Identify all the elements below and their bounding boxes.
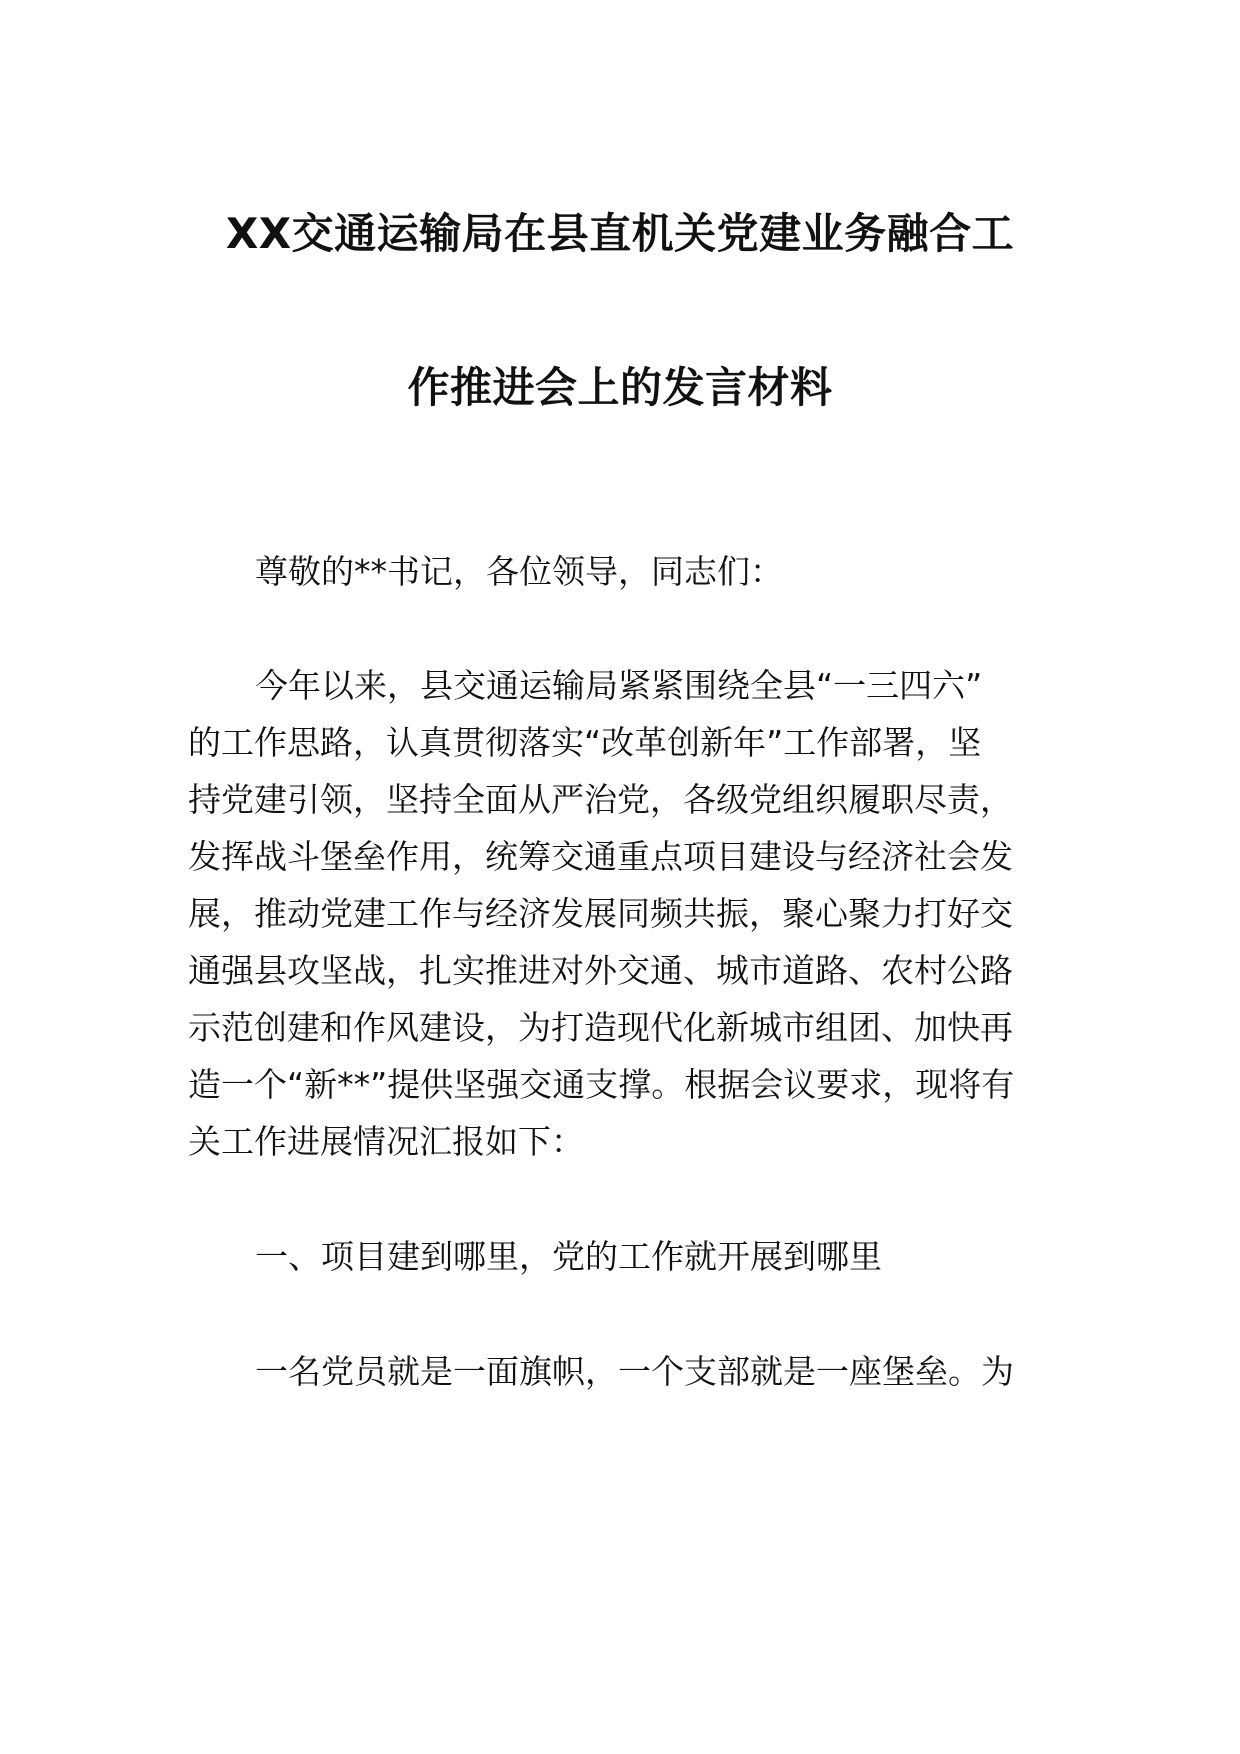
paragraph-1-line: 关工作进展情况汇报如下： [188,1122,584,1161]
paragraph-1-line: 持党建引领，坚持全面从严治党，各级党组织履职尽责， [188,780,1013,819]
paragraph-1-line: 造一个“新**”提供坚强交通支撑。根据会议要求，现将有 [188,1065,1015,1104]
salutation: 尊敬的**书记，各位领导，同志们： [255,552,783,591]
document-title-line-2: 作推进会上的发言材料 [407,363,833,412]
section-1-heading: 一、项目建到哪里，党的工作就开展到哪里 [255,1237,882,1276]
paragraph-1-line: 通强县攻坚战，扎实推进对外交通、城市道路、农村公路 [188,951,1013,990]
paragraph-1-line: 展，推动党建工作与经济发展同频共振，聚心聚力打好交 [188,894,1013,933]
document-title-line-1: XX交通运输局在县直机关党建业务融合工 [225,209,1015,258]
paragraph-1-line: 示范创建和作风建设，为打造现代化新城市组团、加快再 [188,1008,1013,1047]
paragraph-1-line: 的工作思路，认真贯彻落实“改革创新年”工作部署，坚 [188,723,982,762]
paragraph-1-line: 发挥战斗堡垒作用，统筹交通重点项目建设与经济社会发 [188,837,1013,876]
paragraph-1-line: 今年以来，县交通运输局紧紧围绕全县“一三四六” [255,666,983,705]
paragraph-2-line: 一名党员就是一面旗帜，一个支部就是一座堡垒。为 [255,1352,1014,1391]
